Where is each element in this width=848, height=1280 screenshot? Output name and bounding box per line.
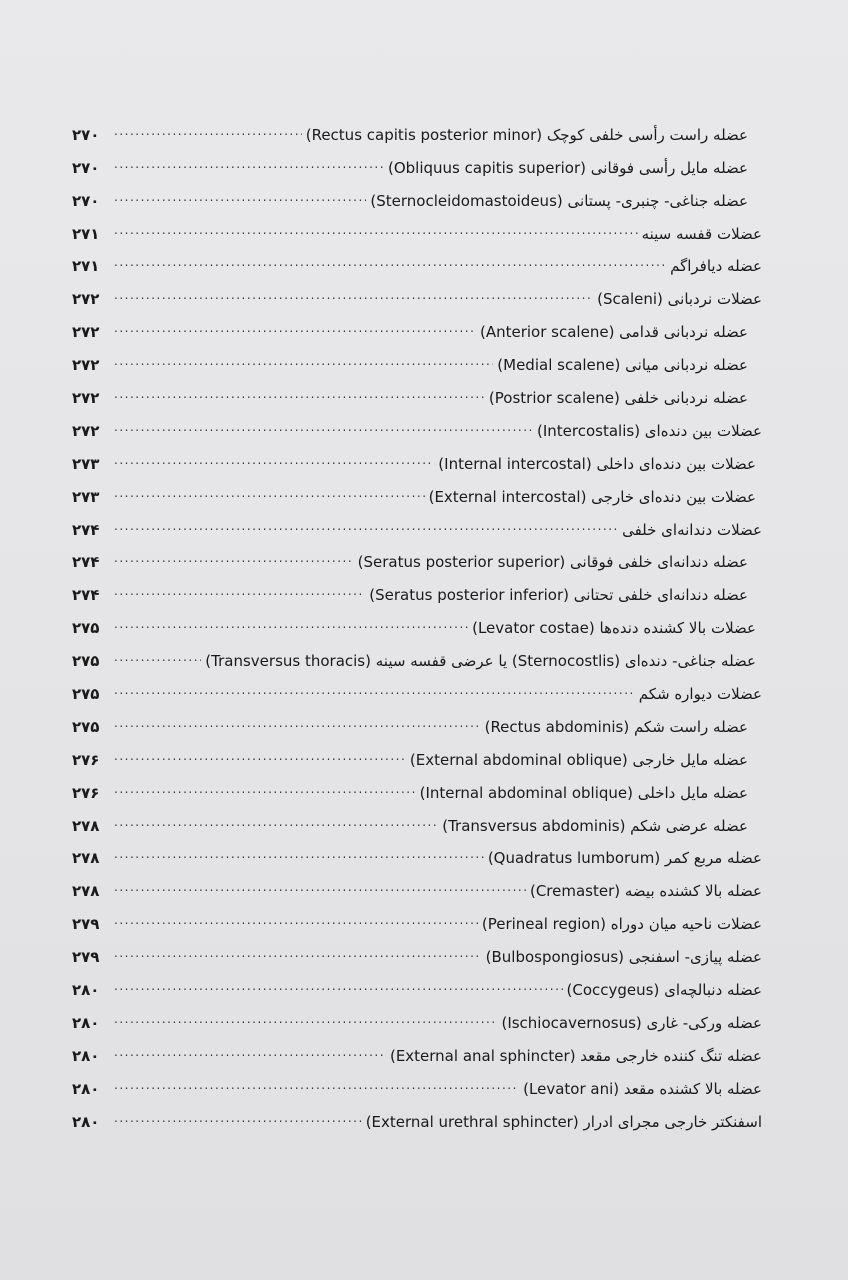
toc-entry-title: عضلات بالا کشنده دنده‌ها (Levator costae)	[472, 619, 756, 638]
toc-entry-title: عضله نردبانی میانی (Medial scalene)	[497, 356, 748, 375]
toc-entry-title: عضلات دندانه‌ای خلفی	[622, 520, 762, 539]
toc-entry-title: عضلات قفسه سینه	[641, 224, 762, 243]
toc-entry	[72, 671, 762, 704]
dot-leader	[114, 318, 476, 338]
toc-entry	[72, 178, 762, 211]
toc-page-number: ۲۷۲	[72, 290, 100, 309]
toc-entry	[72, 1000, 762, 1033]
toc-entry-title: عضلات دیواره شکم	[638, 685, 762, 704]
toc-entry	[72, 605, 762, 638]
toc-page-number: ۲۷۲	[72, 323, 100, 342]
dot-leader	[114, 779, 416, 799]
toc-entry-title: عضلات ناحیه میان دوراه (Perineal region)	[481, 915, 762, 934]
toc-entry	[72, 112, 762, 145]
dot-leader	[114, 647, 201, 667]
toc-page-number: ۲۸۰	[72, 1046, 100, 1065]
toc-entry-title: عضله نردبانی خلفی (Postrior scalene)	[488, 389, 748, 408]
toc-page-number: ۲۷۳	[72, 454, 100, 473]
toc-entry	[72, 572, 762, 605]
toc-page-number: ۲۷۳	[72, 487, 100, 506]
toc-entry-title: اسفنکتر خارجی مجرای ادرار (External urethral sphincter)	[365, 1112, 762, 1131]
dot-leader	[114, 877, 526, 897]
toc-entry	[72, 967, 762, 1000]
toc-entry-title: عضله دنبالچه‌ای (Coccygeus)	[566, 981, 762, 1000]
toc-page-number: ۲۷۴	[72, 520, 100, 539]
dot-leader	[114, 680, 635, 700]
dot-leader	[114, 713, 481, 733]
dot-leader	[114, 943, 482, 963]
toc-entry	[72, 145, 762, 178]
toc-entry	[72, 638, 762, 671]
toc-page-number: ۲۷۴	[72, 586, 100, 605]
toc-entry	[72, 474, 762, 507]
toc-page-number: ۲۷۵	[72, 619, 100, 638]
toc-entry	[72, 1033, 762, 1066]
toc-entry-title: عضله ورکی- غاری (Ischiocavernosus)	[501, 1013, 762, 1032]
toc-entry-title: عضلات نردبانی (Scaleni)	[597, 290, 762, 309]
toc-entry	[72, 836, 762, 869]
dot-leader	[114, 746, 406, 766]
toc-page-number: ۲۷۸	[72, 882, 100, 901]
dot-leader	[114, 910, 478, 930]
dot-leader	[114, 417, 533, 437]
toc-entry	[72, 375, 762, 408]
toc-entry-title: عضله بالا کشنده مقعد (Levator ani)	[523, 1079, 762, 1098]
dot-leader	[114, 187, 366, 207]
dot-leader	[114, 154, 384, 174]
dot-leader	[114, 1042, 386, 1062]
toc-page-number: ۲۷۴	[72, 553, 100, 572]
dot-leader	[114, 548, 354, 568]
toc-entry	[72, 770, 762, 803]
dot-leader	[114, 384, 485, 404]
toc-entry	[72, 737, 762, 770]
toc-entry	[72, 276, 762, 309]
toc-entry	[72, 211, 762, 244]
toc-entry	[72, 441, 762, 474]
toc-page-number: ۲۷۰	[72, 125, 100, 144]
dot-leader	[114, 220, 638, 240]
toc-entry-title: عضله راست شکم (Rectus abdominis)	[484, 717, 748, 736]
toc-entry-title: عضله دندانه‌ای خلفی فوقانی (Seratus posterior superior)	[357, 553, 748, 572]
toc-entry-title: عضلات بین دنده‌ای داخلی (Internal intercostal)	[438, 454, 756, 473]
toc-entry	[72, 803, 762, 836]
toc-page-number: ۲۸۰	[72, 1013, 100, 1032]
toc-page-number: ۲۷۱	[72, 257, 100, 276]
toc-entry-title: عضله مایل داخلی (Internal abdominal oblique)	[419, 783, 748, 802]
dot-leader	[114, 516, 618, 536]
toc-page-number: ۲۷۸	[72, 849, 100, 868]
toc-entry-title: عضله مربع کمر (Quadratus lumborum)	[487, 849, 762, 868]
dot-leader	[114, 1075, 519, 1095]
toc-entry	[72, 1099, 762, 1132]
toc-entry	[72, 934, 762, 967]
toc-entry-title: عضله عرضی شکم (Transversus abdominis)	[442, 816, 748, 835]
toc-entry	[72, 1066, 762, 1099]
toc-entry-title: عضله جناغی- دنده‌ای (Sternocostlis) یا عرضی قفسه سینه (Transversus thoracis)	[205, 652, 756, 671]
toc-page-number: ۲۷۱	[72, 224, 100, 243]
toc-page-number: ۲۷۰	[72, 191, 100, 210]
dot-leader	[114, 614, 468, 634]
toc-page-number: ۲۷۸	[72, 816, 100, 835]
toc-entry-title: عضله بالا کشنده بیضه (Cremaster)	[529, 882, 762, 901]
dot-leader	[114, 844, 484, 864]
toc-entry	[72, 901, 762, 934]
toc-entry-title: عضله جناغی- چنبری- پستانی (Sternocleidomastoideus)	[370, 191, 748, 210]
toc-page-number: ۲۸۰	[72, 1112, 100, 1131]
toc-entry-title: عضلات بین دنده‌ای خارجی (External intercostal)	[428, 487, 756, 506]
dot-leader	[114, 1009, 497, 1029]
table-of-contents	[72, 112, 762, 1132]
toc-entry-title: عضله مایل رأسی فوقانی (Obliquus capitis superior)	[387, 158, 748, 177]
dot-leader	[114, 450, 434, 470]
dot-leader	[114, 285, 593, 305]
toc-entry-title: عضله راست رأسی خلفی کوچک (Rectus capitis posterior minor)	[305, 125, 748, 144]
dot-leader	[114, 976, 563, 996]
toc-entry-title: عضله پیازی- اسفنجی (Bulbospongiosus)	[485, 948, 762, 967]
toc-entry	[72, 244, 762, 277]
toc-page-number: ۲۷۹	[72, 915, 100, 934]
toc-entry	[72, 868, 762, 901]
toc-entry-title: عضله مایل خارجی (External abdominal oblique)	[409, 750, 748, 769]
toc-page-number: ۲۸۰	[72, 981, 100, 1000]
toc-entry-title: عضله دیافراگم	[670, 257, 762, 276]
dot-leader	[114, 1108, 362, 1128]
dot-leader	[114, 121, 302, 141]
toc-page-number: ۲۷۵	[72, 685, 100, 704]
toc-entry	[72, 507, 762, 540]
toc-page-number: ۲۸۰	[72, 1079, 100, 1098]
dot-leader	[114, 252, 666, 272]
toc-page-number: ۲۷۵	[72, 652, 100, 671]
dot-leader	[114, 812, 438, 832]
toc-entry	[72, 342, 762, 375]
toc-page-number: ۲۷۲	[72, 356, 100, 375]
toc-page-number: ۲۷۵	[72, 717, 100, 736]
toc-page-number: ۲۷۰	[72, 158, 100, 177]
toc-page-number: ۲۷۲	[72, 389, 100, 408]
dot-leader	[114, 351, 493, 371]
dot-leader	[114, 581, 365, 601]
toc-entry	[72, 309, 762, 342]
toc-entry-title: عضله تنگ کننده خارجی مقعد (External anal sphincter)	[389, 1046, 762, 1065]
toc-page-number: ۲۷۶	[72, 783, 100, 802]
toc-entry-title: عضله نردبانی قدامی (Anterior scalene)	[479, 323, 748, 342]
toc-entry-title: عضله دندانه‌ای خلفی تحتانی (Seratus posterior inferior)	[369, 586, 748, 605]
toc-entry	[72, 408, 762, 441]
toc-page-number: ۲۷۶	[72, 750, 100, 769]
toc-page-number: ۲۷۹	[72, 948, 100, 967]
toc-page-number: ۲۷۲	[72, 421, 100, 440]
toc-entry	[72, 704, 762, 737]
toc-entry	[72, 540, 762, 573]
toc-entry-title: عضلات بین دنده‌ای (Intercostalis)	[536, 421, 762, 440]
dot-leader	[114, 483, 425, 503]
